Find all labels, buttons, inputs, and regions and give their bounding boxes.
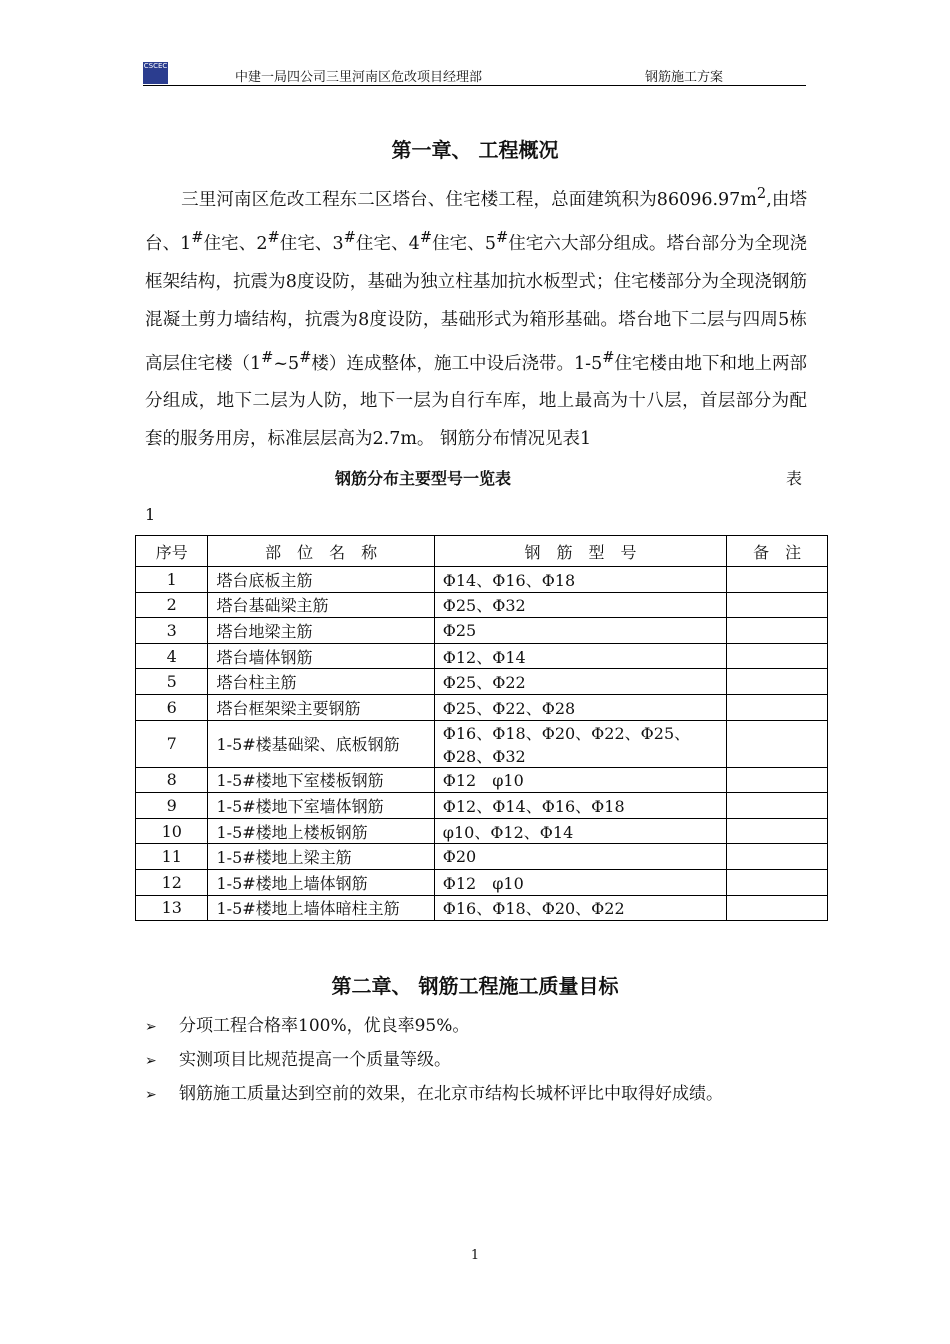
table-row — [136, 694, 828, 720]
cell-index: 12 — [136, 869, 208, 895]
cell-location: 塔台基础梁主筋 — [208, 592, 434, 618]
cell-location: 1-5#楼地上墙体钢筋 — [208, 869, 434, 895]
table-title: 钢筋分布主要型号一览表 — [335, 469, 512, 488]
col-header-location: 部 位 名 称 — [208, 536, 434, 567]
table-row — [136, 592, 828, 618]
para-seg: 住宅、5 — [432, 233, 496, 254]
cell-location: 塔台柱主筋 — [208, 669, 434, 695]
table-row — [136, 643, 828, 669]
list-item-text: 钢筋施工质量达到空前的效果，在北京市结构长城杯评比中取得好成绩。 — [179, 1084, 723, 1104]
cell-index: 11 — [136, 844, 208, 870]
cell-notes — [727, 793, 828, 819]
table-row — [136, 618, 828, 644]
cell-notes — [727, 869, 828, 895]
cell-rebar-type: Φ25、Φ22、Φ28 — [434, 694, 726, 720]
cell-notes — [727, 643, 828, 669]
para-sup: 2 — [756, 185, 767, 202]
cell-location: 塔台地梁主筋 — [208, 618, 434, 644]
chapter-1-paragraph — [145, 175, 807, 458]
table-row — [136, 895, 828, 921]
header-company: 中建一局四公司三里河南区危改项目经理部 — [235, 70, 483, 85]
para-seg: 三里河南区危改工程东二区塔台、住宅楼工程，总面建筑积为86096.97m — [181, 189, 757, 210]
col-header-notes: 备 注 — [727, 536, 828, 567]
cell-location: 塔台墙体钢筋 — [208, 643, 434, 669]
cell-index: 13 — [136, 895, 208, 921]
page-header — [143, 60, 806, 86]
table-label: 表 — [786, 469, 803, 488]
cell-rebar-type: Φ12、Φ14、Φ16、Φ18 — [434, 793, 726, 819]
para-seg: 住宅、3 — [279, 233, 344, 254]
cell-rebar-type: Φ20 — [434, 844, 726, 870]
cell-index: 10 — [136, 818, 208, 844]
para-sup: # — [495, 228, 509, 246]
cell-notes — [727, 567, 828, 593]
para-seg: 住宅楼由地下和地上两部分组成，地下二层为人防，地下一层为自行车库，地上最高为十八层，首层部分为配套的服务用房，标准层层高为2.7m。 钢筋分布情况见表1 — [145, 353, 807, 450]
cell-notes — [727, 818, 828, 844]
para-sup: # — [602, 348, 615, 366]
chapter-1-title: 第一章、 工程概况 — [391, 138, 559, 162]
cell-location: 1-5#楼地下室楼板钢筋 — [208, 767, 434, 793]
cell-index: 7 — [136, 720, 208, 767]
chapter-2-title: 第二章、 钢筋工程施工质量目标 — [331, 974, 619, 998]
cell-index: 5 — [136, 669, 208, 695]
cell-index: 3 — [136, 618, 208, 644]
list-item-text: 实测项目比规范提高一个质量等级。 — [179, 1050, 451, 1070]
cell-notes — [727, 592, 828, 618]
cell-rebar-type: Φ12、Φ14 — [434, 643, 726, 669]
para-seg: 住宅、2 — [203, 233, 268, 254]
cell-rebar-type: Φ16、Φ18、Φ20、Φ22、Φ25、Φ28、Φ32 — [434, 720, 726, 767]
rebar-table — [135, 535, 828, 921]
cell-rebar-type: Φ12 φ10 — [434, 767, 726, 793]
para-seg: 住宅、4 — [355, 233, 420, 254]
cell-index: 4 — [136, 643, 208, 669]
cell-index: 2 — [136, 592, 208, 618]
page-number: 1 — [470, 1248, 480, 1263]
para-sup: # — [299, 348, 312, 366]
para-seg: 楼）连成整体，施工中设后浇带。1-5 — [311, 353, 603, 374]
cell-notes — [727, 895, 828, 921]
table-row — [136, 567, 828, 593]
para-seg: ~5 — [273, 353, 300, 374]
para-seg: 住宅六大部分组成。塔台部分为全现浇框架结构，抗震为8度设防，基础为独立柱基加抗水板型式；住宅楼部分为全现浇钢筋混凝土剪力墙结构，抗震为8度设防，基础形式为箱形基础。塔台地下二层与四周5栋高层住宅楼（1 — [145, 233, 808, 374]
cell-index: 8 — [136, 767, 208, 793]
table-row — [136, 669, 828, 695]
col-header-rebar-type: 钢 筋 型 号 — [434, 536, 726, 567]
cell-location: 1-5#楼基础梁、底板钢筋 — [208, 720, 434, 767]
table-row — [136, 844, 828, 870]
cell-rebar-type: φ10、Φ12、Φ14 — [434, 818, 726, 844]
cell-index: 6 — [136, 694, 208, 720]
list-item — [145, 1014, 723, 1048]
cell-notes — [727, 694, 828, 720]
cell-rebar-type: Φ25、Φ32 — [434, 592, 726, 618]
para-sup: # — [191, 228, 204, 246]
para-sup: # — [261, 348, 274, 366]
company-logo — [143, 62, 168, 84]
table-row — [136, 818, 828, 844]
cell-notes — [727, 669, 828, 695]
cell-rebar-type: Φ14、Φ16、Φ18 — [434, 567, 726, 593]
cell-notes — [727, 618, 828, 644]
table-row — [136, 793, 828, 819]
arrow-bullet-icon: ➢ — [145, 1053, 157, 1069]
cell-rebar-type: Φ12 φ10 — [434, 869, 726, 895]
header-doc-title: 钢筋施工方案 — [645, 70, 724, 85]
cell-location: 1-5#楼地上墙体暗柱主筋 — [208, 895, 434, 921]
table-header-row — [136, 536, 828, 567]
list-item — [145, 1048, 723, 1082]
cell-location: 1-5#楼地上梁主筋 — [208, 844, 434, 870]
para-seg: ,由塔台、1 — [145, 189, 807, 254]
cell-index: 9 — [136, 793, 208, 819]
col-header-index: 序号 — [136, 536, 208, 567]
cell-notes — [727, 844, 828, 870]
quality-goals-list — [145, 1014, 723, 1116]
cell-index: 1 — [136, 567, 208, 593]
table-row — [136, 767, 828, 793]
para-sup: # — [267, 228, 280, 246]
cell-notes — [727, 720, 828, 767]
cell-rebar-type: Φ16、Φ18、Φ20、Φ22 — [434, 895, 726, 921]
cell-rebar-type: Φ25 — [434, 618, 726, 644]
cell-location: 塔台框架梁主要钢筋 — [208, 694, 434, 720]
table-row — [136, 869, 828, 895]
para-sup: # — [419, 228, 433, 246]
list-item — [145, 1082, 723, 1116]
para-sup: # — [343, 228, 356, 246]
cell-location: 1-5#楼地下室墙体钢筋 — [208, 793, 434, 819]
cell-location: 1-5#楼地上楼板钢筋 — [208, 818, 434, 844]
cell-rebar-type: Φ25、Φ22 — [434, 669, 726, 695]
table-label-number: 1 — [145, 505, 156, 524]
logo-text: CSCEC — [143, 62, 168, 70]
arrow-bullet-icon: ➢ — [145, 1087, 157, 1103]
list-item-text: 分项工程合格率100%，优良率95%。 — [179, 1016, 470, 1036]
cell-location: 塔台底板主筋 — [208, 567, 434, 593]
table-row — [136, 720, 828, 767]
cell-notes — [727, 767, 828, 793]
arrow-bullet-icon: ➢ — [145, 1019, 157, 1035]
